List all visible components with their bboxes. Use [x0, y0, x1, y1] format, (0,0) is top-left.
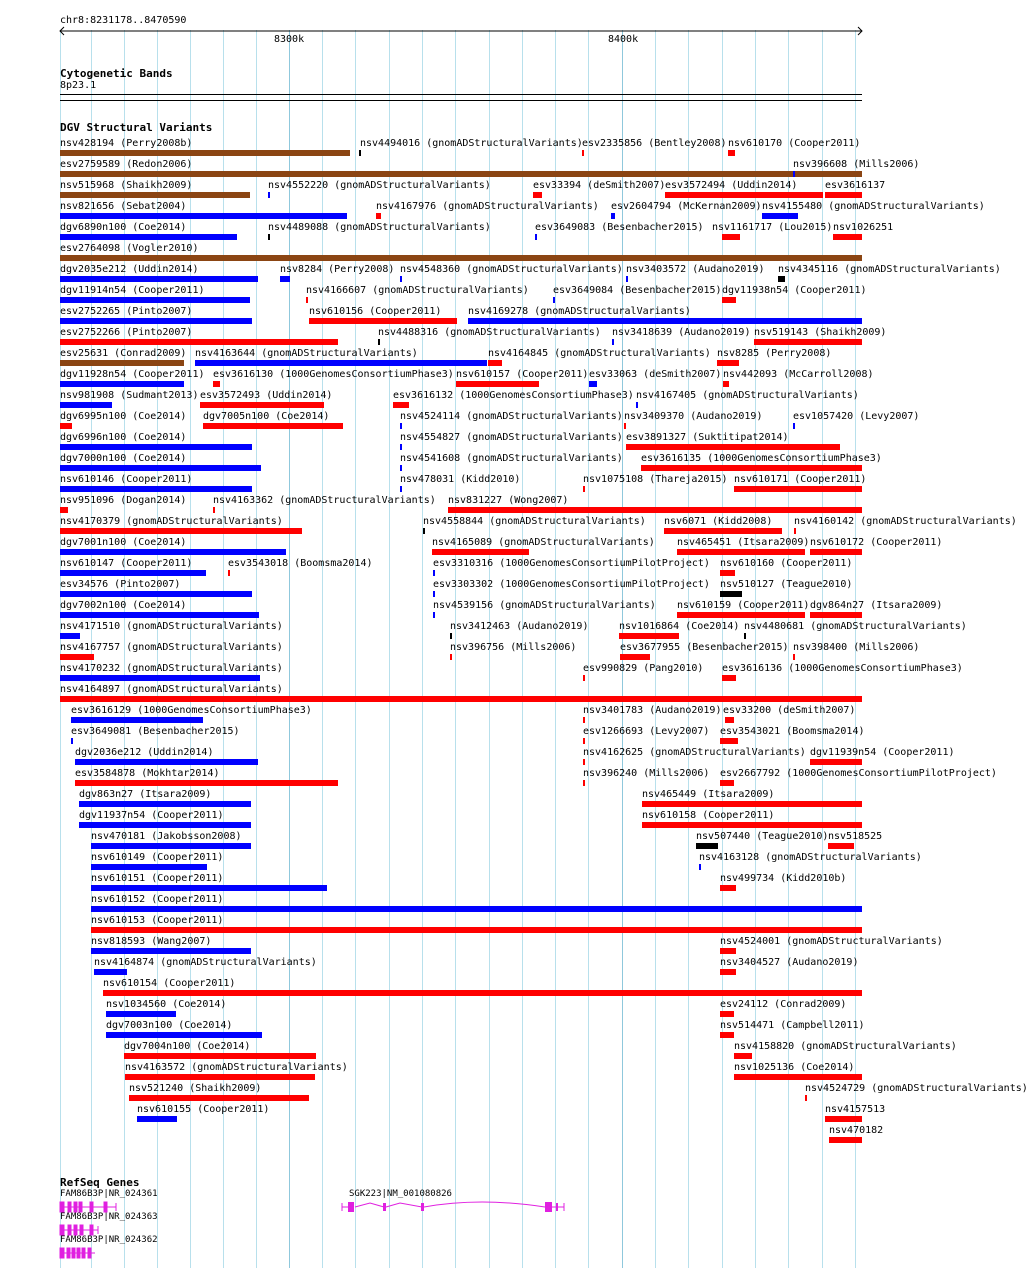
- variant-label[interactable]: dgv7004n100 (Coe2014): [124, 1041, 251, 1052]
- variant-label[interactable]: nsv4167976 (gnomADStructuralVariants): [376, 201, 599, 212]
- variant-label[interactable]: esv2759589 (Redon2006): [60, 159, 193, 170]
- variant-label[interactable]: nsv465449 (Itsara2009): [642, 789, 775, 800]
- variant-label[interactable]: nsv610149 (Cooper2011): [91, 852, 224, 863]
- variant-label[interactable]: dgv6890n100 (Coe2014): [60, 222, 187, 233]
- variant-label[interactable]: esv3616130 (1000GenomesConsortiumPhase3): [213, 369, 454, 380]
- variant-label[interactable]: nsv396608 (Mills2006): [793, 159, 920, 170]
- variant-label[interactable]: nsv4166607 (gnomADStructuralVariants): [306, 285, 529, 296]
- variant-label[interactable]: nsv515968 (Shaikh2009): [60, 180, 193, 191]
- variant-label[interactable]: nsv4160142 (gnomADStructuralVariants): [794, 516, 1017, 527]
- variant-label[interactable]: esv3649084 (Besenbacher2015): [553, 285, 722, 296]
- variant-label[interactable]: esv3303302 (1000GenomesConsortiumPilotProject): [433, 579, 710, 590]
- variant-label[interactable]: nsv3401783 (Audano2019): [583, 705, 722, 716]
- variant-label[interactable]: nsv981908 (Sudmant2013): [60, 390, 199, 401]
- variant-label[interactable]: nsv1016864 (Coe2014): [619, 621, 740, 632]
- variant-label[interactable]: dgv2036e212 (Uddin2014): [75, 747, 214, 758]
- variant-label[interactable]: nsv4345116 (gnomADStructuralVariants): [778, 264, 1001, 275]
- variant-label[interactable]: esv3616129 (1000GenomesConsortiumPhase3): [71, 705, 312, 716]
- variant-label[interactable]: nsv1026251: [833, 222, 894, 233]
- variant-label[interactable]: nsv521240 (Shaikh2009): [129, 1083, 262, 1094]
- variant-label[interactable]: dgv11939n54 (Cooper2011): [810, 747, 955, 758]
- variant-label[interactable]: nsv4157513: [825, 1104, 886, 1115]
- variant-label[interactable]: nsv4524729 (gnomADStructuralVariants): [805, 1083, 1028, 1094]
- variant-label[interactable]: nsv610155 (Cooper2011): [137, 1104, 270, 1115]
- variant-label[interactable]: nsv4170232 (gnomADStructuralVariants): [60, 663, 283, 674]
- variant-label[interactable]: nsv610154 (Cooper2011): [103, 978, 236, 989]
- variant-label[interactable]: nsv4164874 (gnomADStructuralVariants): [94, 957, 317, 968]
- variant-label[interactable]: nsv610159 (Cooper2011): [677, 600, 810, 611]
- variant-label[interactable]: nsv610151 (Cooper2011): [91, 873, 224, 884]
- variant-label[interactable]: nsv4524114 (gnomADStructuralVariants): [400, 411, 623, 422]
- variant-label[interactable]: nsv428194 (Perry2008b): [60, 138, 193, 149]
- location-label: chr8:8231178..8470590: [60, 15, 187, 26]
- variant-label[interactable]: nsv8284 (Perry2008): [280, 264, 395, 275]
- variant-label[interactable]: nsv3404527 (Audano2019): [720, 957, 859, 968]
- variant-label[interactable]: dgv11937n54 (Cooper2011): [79, 810, 224, 821]
- variant-label[interactable]: nsv4163362 (gnomADStructuralVariants): [213, 495, 436, 506]
- variant-label[interactable]: nsv396756 (Mills2006): [450, 642, 577, 653]
- variant-label[interactable]: nsv4524001 (gnomADStructuralVariants): [720, 936, 943, 947]
- variant-label[interactable]: nsv478031 (Kidd2010): [400, 474, 521, 485]
- variant-label[interactable]: esv3677955 (Besenbacher2015): [620, 642, 789, 653]
- variant-label[interactable]: esv3649083 (Besenbacher2015): [535, 222, 704, 233]
- variant-label[interactable]: nsv610157 (Cooper2011): [456, 369, 589, 380]
- variant-label[interactable]: nsv610153 (Cooper2011): [91, 915, 224, 926]
- variant-label[interactable]: nsv4163572 (gnomADStructuralVariants): [125, 1062, 348, 1073]
- variant-label[interactable]: nsv514471 (Campbell2011): [720, 1020, 865, 1031]
- variant-label[interactable]: esv2604794 (McKernan2009): [611, 201, 762, 212]
- variant-label[interactable]: nsv507440 (Teague2010): [696, 831, 829, 842]
- variant-label[interactable]: nsv470181 (Jakobsson2008): [91, 831, 242, 842]
- variant-label[interactable]: nsv8285 (Perry2008): [717, 348, 832, 359]
- variant-label[interactable]: nsv4164897 (gnomADStructuralVariants): [60, 684, 283, 695]
- variant-label[interactable]: nsv3403572 (Audano2019): [626, 264, 765, 275]
- variant-label[interactable]: dgv7002n100 (Coe2014): [60, 600, 187, 611]
- variant-label[interactable]: esv33394 (deSmith2007): [533, 180, 666, 191]
- variant-label[interactable]: esv990829 (Pang2010): [583, 663, 704, 674]
- variant-label[interactable]: esv1057420 (Levy2007): [793, 411, 920, 422]
- variant-label[interactable]: esv2752266 (Pinto2007): [60, 327, 193, 338]
- variant-label[interactable]: nsv821656 (Sebat2004): [60, 201, 187, 212]
- variant-label[interactable]: nsv4541608 (gnomADStructuralVariants): [400, 453, 623, 464]
- variant-label[interactable]: dgv7000n100 (Coe2014): [60, 453, 187, 464]
- variant-label[interactable]: esv3543021 (Boomsma2014): [720, 726, 865, 737]
- refseq-track-title[interactable]: RefSeq Genes: [60, 1176, 140, 1189]
- variant-label[interactable]: nsv1025136 (Coe2014): [734, 1062, 855, 1073]
- variant-label[interactable]: nsv4158820 (gnomADStructuralVariants): [734, 1041, 957, 1052]
- variant-label[interactable]: nsv4480681 (gnomADStructuralVariants): [744, 621, 967, 632]
- variant-label[interactable]: nsv1161717 (Lou2015): [712, 222, 833, 233]
- variant-label[interactable]: nsv4163128 (gnomADStructuralVariants): [699, 852, 922, 863]
- variant-label[interactable]: esv33200 (deSmith2007): [723, 705, 856, 716]
- variant-label[interactable]: dgv2035e212 (Uddin2014): [60, 264, 199, 275]
- variant-label[interactable]: nsv4165089 (gnomADStructuralVariants): [432, 537, 655, 548]
- gene-label[interactable]: FAM86B3P|NR_024361: [60, 1189, 158, 1199]
- variant-label[interactable]: dgv6996n100 (Coe2014): [60, 432, 187, 443]
- variant-label[interactable]: dgv6995n100 (Coe2014): [60, 411, 187, 422]
- variant-label[interactable]: nsv442093 (McCarroll2008): [723, 369, 874, 380]
- variant-label[interactable]: nsv4539156 (gnomADStructuralVariants): [433, 600, 656, 611]
- variant-label[interactable]: nsv610160 (Cooper2011): [720, 558, 853, 569]
- variant-label[interactable]: nsv610146 (Cooper2011): [60, 474, 193, 485]
- variant-label[interactable]: nsv610170 (Cooper2011): [728, 138, 861, 149]
- variant-label[interactable]: dgv863n27 (Itsara2009): [79, 789, 212, 800]
- variant-label[interactable]: nsv396240 (Mills2006): [583, 768, 710, 779]
- variant-label[interactable]: esv2764098 (Vogler2010): [60, 243, 199, 254]
- variant-label[interactable]: nsv1034560 (Coe2014): [106, 999, 227, 1010]
- variant-label[interactable]: esv3584878 (Mokhtar2014): [75, 768, 220, 779]
- variant-label[interactable]: nsv610172 (Cooper2011): [810, 537, 943, 548]
- variant-label[interactable]: dgv11914n54 (Cooper2011): [60, 285, 205, 296]
- variant-label[interactable]: nsv4155480 (gnomADStructuralVariants): [762, 201, 985, 212]
- variant-label[interactable]: dgv7005n100 (Coe2014): [203, 411, 330, 422]
- variant-label[interactable]: nsv4167757 (gnomADStructuralVariants): [60, 642, 283, 653]
- variant-label[interactable]: nsv4548360 (gnomADStructuralVariants): [400, 264, 623, 275]
- variant-label[interactable]: nsv3409370 (Audano2019): [624, 411, 763, 422]
- variant-label[interactable]: esv33063 (deSmith2007): [589, 369, 722, 380]
- variant-label[interactable]: nsv499734 (Kidd2010b): [720, 873, 847, 884]
- variant-label[interactable]: nsv3418639 (Audano2019): [612, 327, 751, 338]
- gene-label[interactable]: FAM86B3P|NR_024362: [60, 1235, 158, 1245]
- variant-label[interactable]: esv2335856 (Bentley2008): [582, 138, 727, 149]
- variant-label[interactable]: nsv951096 (Dogan2014): [60, 495, 187, 506]
- variant-label[interactable]: esv3649081 (Besenbacher2015): [71, 726, 240, 737]
- variant-label[interactable]: esv3572494 (Uddin2014): [665, 180, 798, 191]
- variant-label[interactable]: nsv470182: [829, 1125, 884, 1136]
- variant-label[interactable]: nsv4494016 (gnomADStructuralVariants): [360, 138, 583, 149]
- gene-label[interactable]: SGK223|NM_001080826: [349, 1189, 452, 1199]
- variant-label[interactable]: nsv610147 (Cooper2011): [60, 558, 193, 569]
- variant-label[interactable]: dgv7001n100 (Coe2014): [60, 537, 187, 548]
- variant-label[interactable]: nsv818593 (Wang2007): [91, 936, 212, 947]
- variant-label[interactable]: nsv4164845 (gnomADStructuralVariants): [488, 348, 711, 359]
- variant-label[interactable]: esv3616136 (1000GenomesConsortiumPhase3): [722, 663, 963, 674]
- variant-label[interactable]: dgv11938n54 (Cooper2011): [722, 285, 867, 296]
- variant-label[interactable]: nsv4554827 (gnomADStructuralVariants): [400, 432, 623, 443]
- variant-label[interactable]: nsv4163644 (gnomADStructuralVariants): [195, 348, 418, 359]
- variant-label[interactable]: nsv518525: [828, 831, 883, 842]
- gene-label[interactable]: FAM86B3P|NR_024363: [60, 1212, 158, 1222]
- variant-label[interactable]: esv3616132 (1000GenomesConsortiumPhase3): [393, 390, 634, 401]
- variant-label[interactable]: esv3572493 (Uddin2014): [200, 390, 333, 401]
- variant-label[interactable]: nsv465451 (Itsara2009): [677, 537, 810, 548]
- variant-label[interactable]: nsv831227 (Wong2007): [448, 495, 569, 506]
- ruler-tick-label: 8400k: [608, 34, 639, 45]
- variant-label[interactable]: nsv519143 (Shaikh2009): [754, 327, 887, 338]
- variant-label[interactable]: esv3891327 (Suktitipat2014): [626, 432, 789, 443]
- variant-label[interactable]: nsv3412463 (Audano2019): [450, 621, 589, 632]
- variant-label[interactable]: nsv4171510 (gnomADStructuralVariants): [60, 621, 283, 632]
- variant-label[interactable]: dgv7003n100 (Coe2014): [106, 1020, 233, 1031]
- variant-label[interactable]: nsv4170379 (gnomADStructuralVariants): [60, 516, 283, 527]
- variant-label[interactable]: nsv4167405 (gnomADStructuralVariants): [636, 390, 859, 401]
- dgv-track-title[interactable]: DGV Structural Variants: [60, 121, 213, 134]
- variant-label[interactable]: esv3616135 (1000GenomesConsortiumPhase3): [641, 453, 882, 464]
- variant-label[interactable]: dgv864n27 (Itsara2009): [810, 600, 943, 611]
- variant-label[interactable]: esv2752265 (Pinto2007): [60, 306, 193, 317]
- cyto-track-title[interactable]: Cytogenetic Bands: [60, 67, 173, 80]
- variant-label[interactable]: nsv4558844 (gnomADStructuralVariants): [423, 516, 646, 527]
- variant-label[interactable]: esv3310316 (1000GenomesConsortiumPilotProject): [433, 558, 710, 569]
- variant-label[interactable]: nsv610152 (Cooper2011): [91, 894, 224, 905]
- variant-label[interactable]: nsv398400 (Mills2006): [793, 642, 920, 653]
- variant-label[interactable]: esv2667792 (1000GenomesConsortiumPilotProject): [720, 768, 997, 779]
- variant-label[interactable]: esv3543018 (Boomsma2014): [228, 558, 373, 569]
- variant-label[interactable]: nsv4169278 (gnomADStructuralVariants): [468, 306, 691, 317]
- ruler-tick-label: 8300k: [274, 34, 305, 45]
- variant-label[interactable]: nsv6071 (Kidd2008): [664, 516, 773, 527]
- variant-label[interactable]: nsv4552220 (gnomADStructuralVariants): [268, 180, 491, 191]
- variant-label[interactable]: nsv1075108 (Thareja2015): [583, 474, 728, 485]
- variant-label[interactable]: esv25631 (Conrad2009): [60, 348, 187, 359]
- variant-label[interactable]: nsv610156 (Cooper2011): [309, 306, 442, 317]
- variant-label[interactable]: nsv4162625 (gnomADStructuralVariants): [583, 747, 806, 758]
- variant-label[interactable]: esv34576 (Pinto2007): [60, 579, 181, 590]
- variant-label[interactable]: dgv11928n54 (Cooper2011): [60, 369, 205, 380]
- variant-label[interactable]: esv1266693 (Levy2007): [583, 726, 710, 737]
- variant-label[interactable]: nsv4489088 (gnomADStructuralVariants): [268, 222, 491, 233]
- variant-label[interactable]: nsv510127 (Teague2010): [720, 579, 853, 590]
- variant-label[interactable]: esv24112 (Conrad2009): [720, 999, 847, 1010]
- cyto-band-label: 8p23.1: [60, 80, 97, 91]
- variant-label[interactable]: nsv4488316 (gnomADStructuralVariants): [378, 327, 601, 338]
- variant-label[interactable]: nsv610171 (Cooper2011): [734, 474, 867, 485]
- variant-label[interactable]: nsv610158 (Cooper2011): [642, 810, 775, 821]
- variant-label[interactable]: esv3616137: [825, 180, 886, 191]
